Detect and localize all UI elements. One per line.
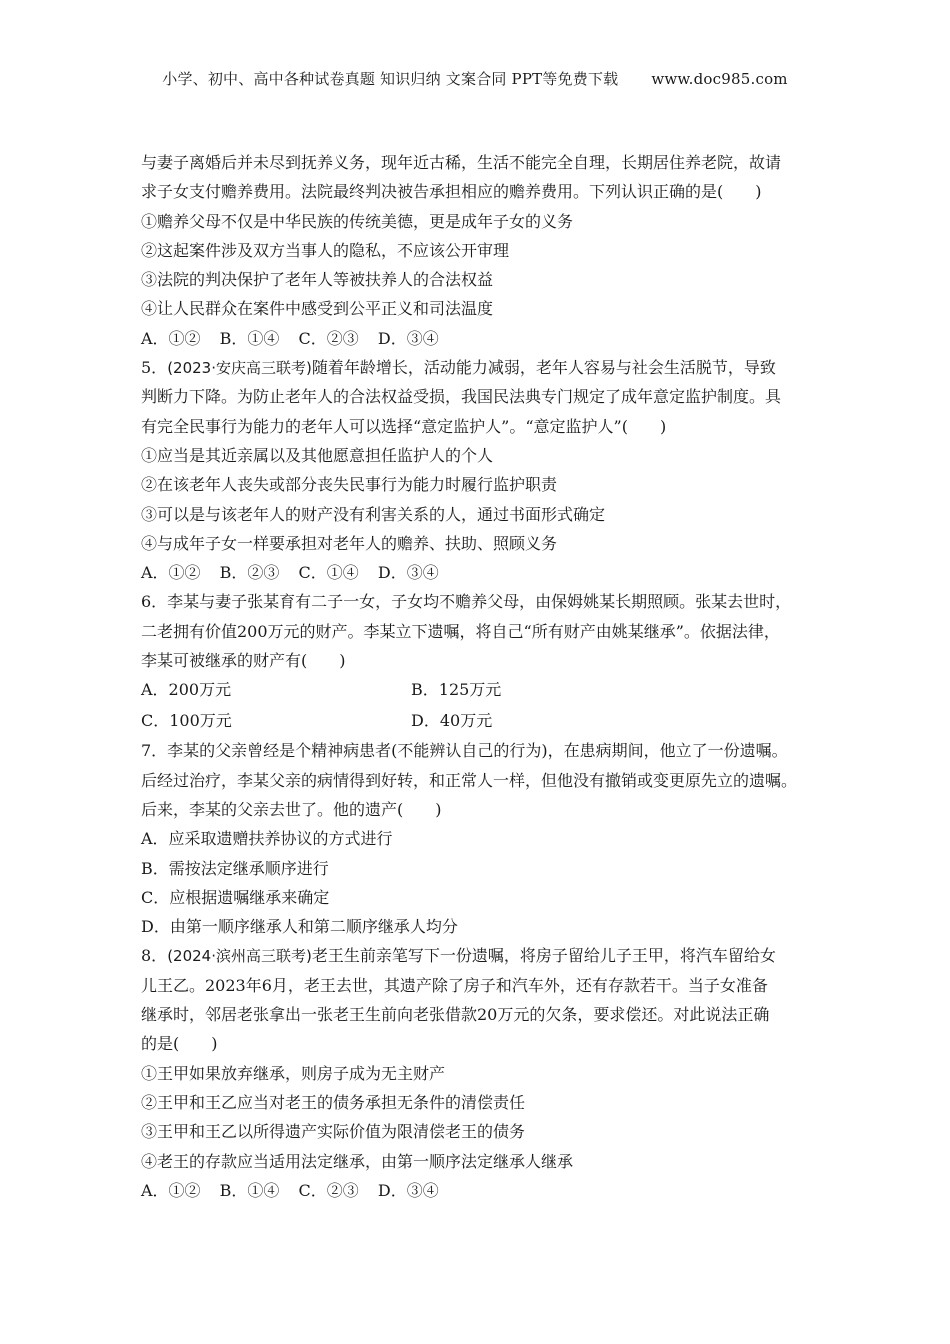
question-text-line: 二老拥有价值200万元的财产。李某立下遗嘱，将自己“所有财产由姚某继承”。依据法律， [141, 621, 780, 641]
question-4-tail [141, 148, 831, 353]
question-text: 老王生前亲笔写下一份遗嘱，将房子留给儿子王甲，将汽车留给女 [311, 946, 776, 966]
statement-item: ②这起案件涉及双方当事人的隐私，不应该公开审理 [141, 240, 510, 260]
question-8 [141, 941, 831, 1205]
option-b[interactable]: B．②③ [219, 563, 280, 583]
question-text-line: 儿王乙。2023年6月，老王去世，其遗产除了房子和汽车外，还有存款若干。当子女准备 [141, 975, 768, 995]
option-d[interactable]: D．40万元 [411, 710, 493, 730]
option-a[interactable]: A．200万元 [141, 680, 232, 700]
question-7 [141, 736, 831, 941]
question-text-line: 的是( ) [141, 1034, 218, 1054]
statement-item: ②王甲和王乙应当对老王的债务承担无条件的清偿责任 [141, 1092, 526, 1112]
option-b[interactable]: B．①④ [219, 328, 280, 348]
statement-item: ①王甲如果放弃继承，则房子成为无主财产 [141, 1063, 446, 1083]
option-a[interactable]: A．应采取遗赠扶养协议的方式进行 [141, 829, 393, 849]
question-text-line: 李某可被继承的财产有( ) [141, 651, 346, 671]
question-text-line [141, 941, 831, 970]
option-b[interactable]: B．①④ [219, 1180, 280, 1200]
question-text: 随着年龄增长，活动能力减弱，老年人容易与社会生活脱节，导致 [311, 358, 776, 378]
statement-item: ②在该老年人丧失或部分丧失民事行为能力时履行监护职责 [141, 475, 558, 495]
question-text-line: 与妻子离婚后并未尽到抚养义务，现年近古稀，生活不能完全自理，长期居住养老院，故请 [141, 153, 782, 172]
option-a[interactable]: A．①② [141, 328, 201, 348]
question-text-line [141, 353, 831, 382]
question-5 [141, 353, 831, 587]
option-b[interactable]: B．125万元 [411, 680, 502, 700]
question-6 [141, 587, 831, 736]
answer-options-row [141, 706, 831, 737]
question-text-line: 判断力下降。为防止老年人的合法权益受损，我国民法典专门规定了成年意定监护制度。具 [141, 387, 782, 407]
statement-item: ③王甲和王乙以所得遗产实际价值为限清偿老王的债务 [141, 1122, 526, 1142]
question-text-line: 7．李某的父亲曾经是个精神病患者(不能辨认自己的行为)，在患病期间，他立了一份遗嘱。 [141, 741, 788, 761]
option-a[interactable]: A．①② [141, 1180, 201, 1200]
statement-item: ①应当是其近亲属以及其他愿意担任监护人的个人 [141, 445, 494, 465]
question-text-line: 后来，李某的父亲去世了。他的遗产( ) [141, 799, 442, 819]
option-a[interactable]: A．①② [141, 563, 201, 583]
question-text-line: 6．李某与妻子张某育有二子一女，子女均不赡养父母，由保姆姚某长期照顾。张某去世时， [141, 592, 792, 612]
option-c[interactable]: C．①④ [298, 563, 359, 583]
statement-item: ①赡养父母不仅是中华民族的传统美德，更是成年子女的义务 [141, 211, 574, 231]
statement-item: ④老王的存款应当适用法定继承，由第一顺序法定继承人继承 [141, 1151, 574, 1171]
question-number: 8． [141, 946, 168, 966]
option-d[interactable]: D．③④ [377, 328, 439, 348]
option-b[interactable]: B．需按法定继承顺序进行 [141, 858, 329, 878]
option-c[interactable]: C．②③ [298, 1180, 359, 1200]
answer-options [141, 1176, 831, 1205]
question-source: (2024·滨州高三联考) [167, 947, 312, 966]
option-d[interactable]: D．由第一顺序继承人和第二顺序继承人均分 [141, 917, 458, 937]
option-d[interactable]: D．③④ [377, 1180, 439, 1200]
question-text-line: 后经过治疗，李某父亲的病情得到好转，和正常人一样，但他没有撤销或变更原先立的遗嘱。 [141, 770, 798, 790]
statement-item: ④与成年子女一样要承担对老年人的赡养、扶助、照顾义务 [141, 533, 558, 553]
document-body [141, 148, 831, 1205]
answer-options-row [141, 675, 831, 706]
question-text-line: 求子女支付赡养费用。法院最终判决被告承担相应的赡养费用。下列认识正确的是( ) [141, 182, 762, 202]
answer-options [141, 324, 831, 353]
statement-item: ③可以是与该老年人的财产没有利害关系的人，通过书面形式确定 [141, 504, 606, 524]
question-number: 5． [141, 358, 168, 378]
option-c[interactable]: C．应根据遗嘱继承来确定 [141, 887, 330, 907]
statement-item: ③法院的判决保护了老年人等被扶养人的合法权益 [141, 270, 494, 290]
header-url[interactable]: www.doc985.com [651, 70, 788, 88]
option-c[interactable]: C．②③ [298, 328, 359, 348]
option-d[interactable]: D．③④ [377, 563, 439, 583]
header-text: 小学、初中、高中各种试卷真题 知识归纳 文案合同 PPT等免费下载 [162, 70, 619, 88]
question-source: (2023·安庆高三联考) [167, 359, 312, 378]
statement-item: ④让人民群众在案件中感受到公平正义和司法温度 [141, 299, 494, 319]
question-text-line: 有完全民事行为能力的老年人可以选择“意定监护人”。“意定监护人”( ) [141, 416, 667, 436]
answer-options [141, 558, 831, 587]
option-c[interactable]: C．100万元 [141, 710, 232, 730]
question-text-line: 继承时，邻居老张拿出一张老王生前向老张借款20万元的欠条，要求偿还。对此说法正确 [141, 1005, 770, 1025]
page-header [0, 68, 950, 89]
